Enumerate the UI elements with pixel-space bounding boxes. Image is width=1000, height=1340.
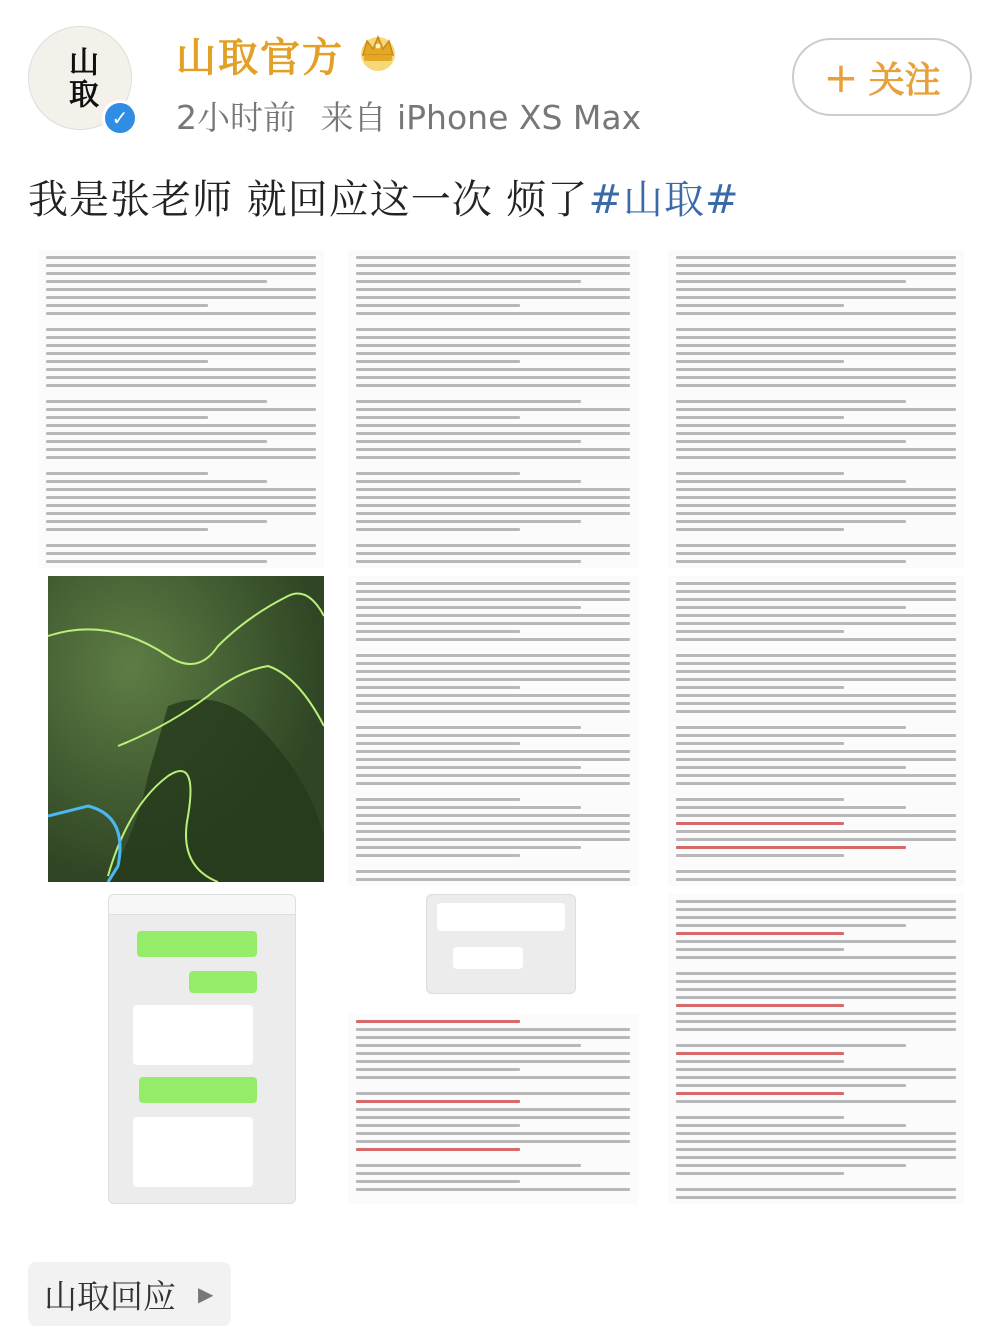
document-text-line (46, 552, 316, 555)
document-text-line (676, 734, 956, 737)
document-text-line (356, 782, 630, 785)
document-text-line (356, 280, 581, 283)
document-text-line (676, 654, 956, 657)
document-text-line (356, 1052, 630, 1055)
document-text-line (676, 606, 906, 609)
document-text-line (676, 408, 956, 411)
document-text-line (46, 504, 316, 507)
document-text-line (356, 408, 630, 411)
document-text-line (676, 304, 844, 307)
post-text (28, 168, 739, 225)
document-text-line (676, 288, 956, 291)
document-text-line (676, 662, 956, 665)
document-text-line (356, 352, 630, 355)
document-text-line (46, 288, 316, 291)
document-text-line (356, 1172, 630, 1175)
document-text-line (356, 726, 581, 729)
document-text-line (46, 272, 316, 275)
paragraph-gap (676, 862, 956, 870)
hashtag-link[interactable]: #山取# (588, 177, 740, 223)
document-text-line (356, 702, 630, 705)
document-text-line (676, 878, 956, 881)
document-text-line (356, 870, 630, 873)
avatar-calligraphy: 山取 (63, 46, 98, 110)
paragraph-gap (676, 1180, 956, 1188)
document-page-middle (348, 576, 638, 886)
satellite-map-image (48, 576, 324, 882)
document-text-line (676, 694, 956, 697)
document-text-line (676, 1140, 956, 1143)
document-text-line (676, 1148, 956, 1151)
document-text-line (46, 376, 316, 379)
document-text-line (46, 328, 316, 331)
document-text-line (46, 296, 316, 299)
document-text-line (356, 256, 630, 259)
document-text-line (356, 1068, 520, 1071)
document-text-line (46, 400, 267, 403)
document-text-line (46, 528, 208, 531)
document-text-line (676, 940, 956, 943)
chat-screenshot-middle (426, 894, 576, 994)
document-text-line (676, 344, 956, 347)
document-text-line (356, 472, 520, 475)
document-text-line (356, 528, 520, 531)
document-text-line (356, 1108, 630, 1111)
paragraph-gap (676, 1108, 956, 1116)
document-text-line (676, 496, 956, 499)
document-text-line (676, 312, 956, 315)
document-text-line (356, 488, 630, 491)
document-text-line (46, 336, 316, 339)
document-page-middle-bottom (348, 1014, 638, 1204)
paragraph-gap (46, 320, 316, 328)
document-text-line (356, 328, 630, 331)
document-text-line (676, 630, 844, 633)
document-text-line (356, 336, 630, 339)
document-page-right-middle (668, 576, 964, 886)
paragraph-gap (356, 646, 630, 654)
document-text-line (676, 432, 956, 435)
document-text-line (356, 520, 581, 523)
document-text-line (676, 1004, 844, 1007)
chevron-right-icon: ▶ (198, 1282, 214, 1306)
document-text-line (676, 614, 956, 617)
document-text-line (356, 654, 630, 657)
paragraph-gap (356, 464, 630, 472)
document-text-line (676, 384, 956, 387)
document-text-line (356, 1020, 520, 1023)
document-text-line (676, 916, 956, 919)
paragraph-gap (676, 718, 956, 726)
document-text-line (356, 368, 630, 371)
document-text-line (356, 1124, 520, 1127)
document-text-line (356, 774, 630, 777)
document-text-line (356, 344, 630, 347)
document-text-line (676, 1060, 844, 1063)
post-body: 我是张老师 就回应这一次 烦了 (28, 177, 589, 223)
topic-label: 山取回应 (44, 1276, 176, 1316)
document-text-line (356, 1164, 581, 1167)
document-text-line (676, 504, 956, 507)
document-text-line (676, 758, 956, 761)
topic-tag[interactable] (28, 1262, 231, 1326)
document-text-line (356, 480, 581, 483)
document-text-line (356, 304, 520, 307)
document-text-line (676, 908, 956, 911)
document-text-line (356, 1116, 630, 1119)
document-text-line (356, 1180, 520, 1183)
document-text-line (356, 854, 520, 857)
document-text-line (676, 582, 956, 585)
paragraph-gap (356, 1156, 630, 1164)
document-text-line (46, 472, 208, 475)
document-text-line (676, 1164, 906, 1167)
paragraph-gap (676, 646, 956, 654)
document-text-line (46, 384, 316, 387)
document-text-line (676, 1188, 956, 1191)
document-text-line (356, 440, 581, 443)
document-text-line (676, 846, 906, 849)
document-text-line (46, 264, 316, 267)
document-text-line (676, 686, 844, 689)
paragraph-gap (356, 536, 630, 544)
document-text-line (676, 272, 956, 275)
paragraph-gap (46, 392, 316, 400)
document-text-line (356, 424, 630, 427)
document-text-line (676, 1156, 956, 1159)
paragraph-gap (676, 320, 956, 328)
document-text-line (356, 622, 630, 625)
document-text-line (676, 948, 844, 951)
document-text-line (356, 1044, 581, 1047)
document-text-line (676, 456, 956, 459)
document-text-line (356, 1076, 630, 1079)
document-text-line (356, 582, 630, 585)
document-text-line (676, 702, 956, 705)
paragraph-gap (676, 392, 956, 400)
document-text-line (676, 830, 956, 833)
document-text-line (356, 496, 630, 499)
document-text-line (356, 432, 630, 435)
document-text-line (676, 1084, 906, 1087)
document-text-line (676, 750, 956, 753)
document-page-right-bottom (668, 894, 964, 1204)
document-text-line (46, 312, 316, 315)
document-text-line (676, 1196, 956, 1199)
document-text-line (46, 416, 208, 419)
document-text-line (356, 662, 630, 665)
paragraph-gap (356, 392, 630, 400)
paragraph-gap (676, 964, 956, 972)
document-text-line (356, 766, 581, 769)
document-text-line (356, 710, 630, 713)
crown-icon (352, 28, 404, 72)
paragraph-gap (356, 320, 630, 328)
paragraph-gap (676, 1036, 956, 1044)
document-text-line (676, 932, 844, 935)
document-text-line (676, 798, 844, 801)
document-text-line (676, 854, 844, 857)
document-text-line (356, 614, 630, 617)
document-text-line (676, 368, 956, 371)
paragraph-gap (676, 790, 956, 798)
document-text-line (46, 496, 316, 499)
document-text-line (356, 806, 581, 809)
paragraph-gap (356, 718, 630, 726)
document-text-line (676, 924, 906, 927)
document-text-line (356, 1028, 630, 1031)
document-text-line (676, 376, 956, 379)
document-text-line (356, 742, 520, 745)
document-text-line (356, 512, 630, 515)
document-text-line (676, 806, 906, 809)
document-text-line (356, 734, 630, 737)
document-text-line (676, 472, 844, 475)
document-text-line (676, 1116, 844, 1119)
document-text-line (46, 360, 208, 363)
document-text-line (356, 416, 520, 419)
document-text-line (356, 456, 630, 459)
document-page-left (38, 250, 324, 568)
document-text-line (676, 956, 956, 959)
document-text-line (356, 830, 630, 833)
document-text-line (676, 424, 956, 427)
document-text-line (676, 1124, 906, 1127)
document-text-line (676, 400, 906, 403)
document-text-line (356, 606, 581, 609)
document-text-line (676, 814, 956, 817)
document-text-line (676, 972, 956, 975)
document-text-line (676, 360, 844, 363)
document-text-line (676, 622, 956, 625)
document-text-line (676, 1052, 844, 1055)
post-source: 来自 iPhone XS Max (320, 98, 642, 137)
document-text-line (676, 1044, 906, 1047)
document-text-line (46, 544, 316, 547)
document-text-line (46, 456, 316, 459)
account-name[interactable]: 山取官方 (176, 35, 344, 81)
document-text-line (676, 822, 844, 825)
post-time: 2小时前 (176, 98, 296, 137)
document-text-line (356, 384, 630, 387)
document-text-line (356, 272, 630, 275)
paragraph-gap (46, 536, 316, 544)
document-text-line (676, 448, 956, 451)
document-text-line (356, 814, 630, 817)
document-text-line (676, 1100, 956, 1103)
document-text-line (676, 678, 956, 681)
document-text-line (356, 670, 630, 673)
document-text-line (46, 520, 267, 523)
document-text-line (676, 1132, 956, 1135)
document-text-line (676, 1012, 956, 1015)
paragraph-gap (356, 790, 630, 798)
document-text-line (356, 822, 630, 825)
plus-icon: + (823, 52, 859, 102)
document-text-line (356, 846, 581, 849)
document-text-line (356, 630, 520, 633)
document-text-line (46, 512, 316, 515)
document-text-line (676, 870, 956, 873)
document-text-line (356, 1140, 630, 1143)
document-text-line (356, 1092, 630, 1095)
post-meta (176, 92, 641, 139)
document-text-line (356, 750, 630, 753)
follow-button[interactable] (792, 38, 972, 116)
document-text-line (676, 336, 956, 339)
document-text-line (676, 1020, 956, 1023)
follow-label: 关注 (868, 59, 941, 101)
document-text-line (676, 560, 906, 563)
document-text-line (676, 1172, 844, 1175)
document-text-line (676, 528, 844, 531)
document-text-line (356, 360, 520, 363)
document-text-line (676, 980, 956, 983)
document-text-line (356, 504, 630, 507)
document-text-line (46, 560, 267, 563)
document-text-line (356, 560, 581, 563)
document-text-line (356, 312, 630, 315)
document-text-line (676, 670, 956, 673)
document-text-line (676, 1076, 956, 1079)
document-text-line (356, 694, 630, 697)
document-text-line (356, 400, 581, 403)
document-text-line (46, 440, 267, 443)
document-text-line (46, 344, 316, 347)
document-text-line (356, 838, 630, 841)
document-text-line (676, 544, 956, 547)
document-text-line (46, 432, 316, 435)
document-text-line (676, 774, 956, 777)
document-text-line (676, 1068, 956, 1071)
document-text-line (356, 448, 630, 451)
document-text-line (356, 288, 630, 291)
document-text-line (46, 488, 316, 491)
document-text-line (676, 638, 956, 641)
document-text-line (676, 988, 956, 991)
document-text-line (356, 686, 520, 689)
document-text-line (676, 328, 956, 331)
document-text-line (46, 280, 267, 283)
document-text-line (676, 296, 956, 299)
document-text-line (676, 480, 906, 483)
document-text-line (676, 520, 906, 523)
document-text-line (676, 726, 906, 729)
document-text-line (676, 256, 956, 259)
avatar[interactable] (28, 26, 138, 136)
verified-v-icon: ✓ (102, 100, 138, 136)
document-text-line (676, 782, 956, 785)
document-text-line (356, 552, 630, 555)
document-text-line (356, 1036, 630, 1039)
document-text-line (676, 1092, 844, 1095)
document-text-line (46, 448, 316, 451)
document-text-line (676, 552, 956, 555)
document-text-line (356, 376, 630, 379)
document-text-line (676, 512, 956, 515)
document-text-line (356, 1060, 630, 1063)
post-image-collage[interactable] (28, 244, 972, 1214)
document-text-line (676, 838, 956, 841)
document-text-line (356, 638, 630, 641)
document-text-line (356, 598, 630, 601)
document-text-line (46, 304, 208, 307)
document-text-line (356, 590, 630, 593)
document-text-line (356, 758, 630, 761)
document-text-line (676, 352, 956, 355)
document-text-line (356, 1148, 520, 1151)
document-text-line (46, 368, 316, 371)
document-text-line (356, 798, 520, 801)
paragraph-gap (676, 464, 956, 472)
document-page-right-top (668, 250, 964, 568)
document-text-line (46, 408, 316, 411)
document-page-middle-top (348, 250, 638, 568)
document-text-line (676, 590, 956, 593)
document-text-line (46, 424, 316, 427)
document-text-line (676, 766, 906, 769)
paragraph-gap (46, 464, 316, 472)
document-text-line (356, 878, 630, 881)
document-text-line (676, 742, 844, 745)
document-text-line (676, 710, 956, 713)
document-text-line (676, 280, 906, 283)
document-text-line (356, 1132, 630, 1135)
document-text-line (46, 480, 267, 483)
paragraph-gap (356, 862, 630, 870)
document-text-line (356, 544, 630, 547)
paragraph-gap (676, 536, 956, 544)
document-text-line (356, 1100, 520, 1103)
document-text-line (356, 264, 630, 267)
document-text-line (356, 1188, 630, 1191)
document-text-line (46, 256, 316, 259)
document-text-line (46, 352, 316, 355)
document-text-line (676, 440, 906, 443)
document-text-line (676, 264, 956, 267)
document-text-line (676, 900, 956, 903)
document-text-line (676, 598, 956, 601)
document-text-line (356, 296, 630, 299)
document-text-line (356, 678, 630, 681)
document-text-line (676, 996, 956, 999)
document-text-line (676, 1028, 956, 1031)
paragraph-gap (356, 1084, 630, 1092)
document-text-line (676, 416, 844, 419)
chat-screenshot-left (108, 894, 296, 1204)
document-text-line (676, 488, 956, 491)
